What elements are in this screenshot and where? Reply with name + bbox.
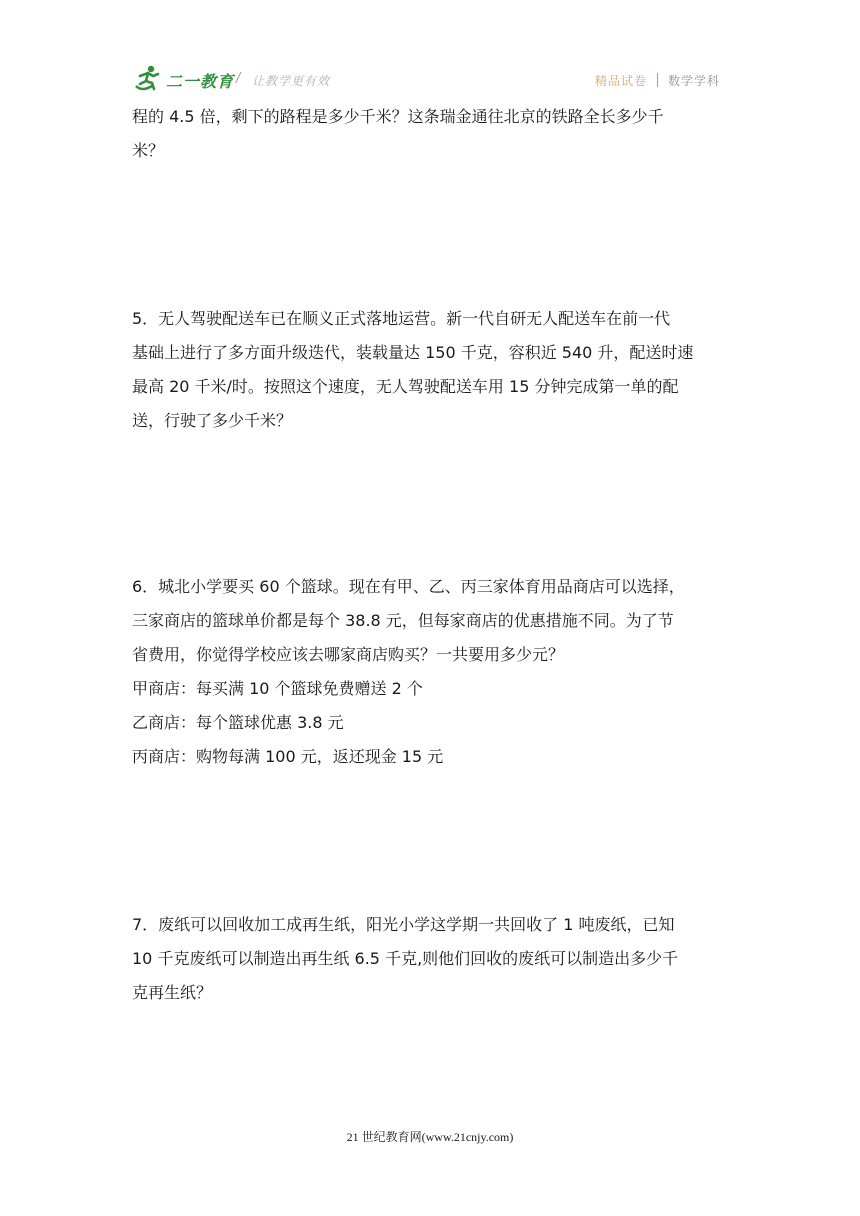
text-line: 5．无人驾驶配送车已在顺义正式落地运营。新一代自研无人配送车在前一代: [132, 309, 671, 328]
subject-label: 数学学科: [667, 74, 720, 88]
text-line: 省费用，你觉得学校应该去哪家商店购买？一共要用多少元？: [132, 645, 565, 664]
page-header: [132, 62, 720, 98]
page-footer: 21 世纪教育网(www.21cnjy.com): [346, 1130, 514, 1144]
slogan-separator: /: [236, 71, 241, 86]
text-line: 10 千克废纸可以制造出再生纸 6.5 千克,则他们回收的废纸可以制造出多少千: [132, 949, 679, 968]
shop-option-b: 乙商店：每个篮球优惠 3.8 元: [132, 713, 344, 732]
running-figure-logo-icon: [132, 64, 164, 94]
question-6: [132, 570, 722, 774]
text-line: 6．城北小学要买 60 个篮球。现在有甲、乙、丙三家体育用品商店可以选择，: [132, 577, 685, 596]
text-line: 7．废纸可以回收加工成再生纸，阳光小学这学期一共回收了 1 吨废纸，已知: [132, 915, 675, 934]
text-line: 三家商店的篮球单价都是每个 38.8 元，但每家商店的优惠措施不同。为了节: [132, 611, 674, 630]
premium-label: 精品试卷: [594, 74, 647, 88]
text-line: 送，行驶了多少千米？: [132, 411, 293, 430]
question-5: [132, 302, 722, 438]
text-line: 米？: [132, 141, 165, 160]
text-line: 最高 20 千米/时。按照这个速度，无人驾驶配送车用 15 分钟完成第一单的配: [132, 377, 679, 396]
header-divider: [657, 73, 658, 87]
question-4-continued: [132, 100, 722, 168]
question-7: [132, 908, 722, 1010]
slogan: 让教学更有效: [252, 74, 331, 88]
text-line: 克再生纸？: [132, 983, 213, 1002]
brand-name: 二一教育: [166, 72, 235, 91]
text-line: 基础上进行了多方面升级迭代，装载量达 150 千克，容积近 540 升，配送时速: [132, 343, 694, 362]
header-right: [595, 72, 720, 89]
shop-option-a: 甲商店：每买满 10 个篮球免费赠送 2 个: [132, 679, 423, 698]
text-line: 程的 4.5 倍，剩下的路程是多少千米？这条瑞金通往北京的铁路全长多少千: [132, 107, 664, 126]
shop-option-c: 丙商店：购物每满 100 元，返还现金 15 元: [132, 747, 444, 766]
